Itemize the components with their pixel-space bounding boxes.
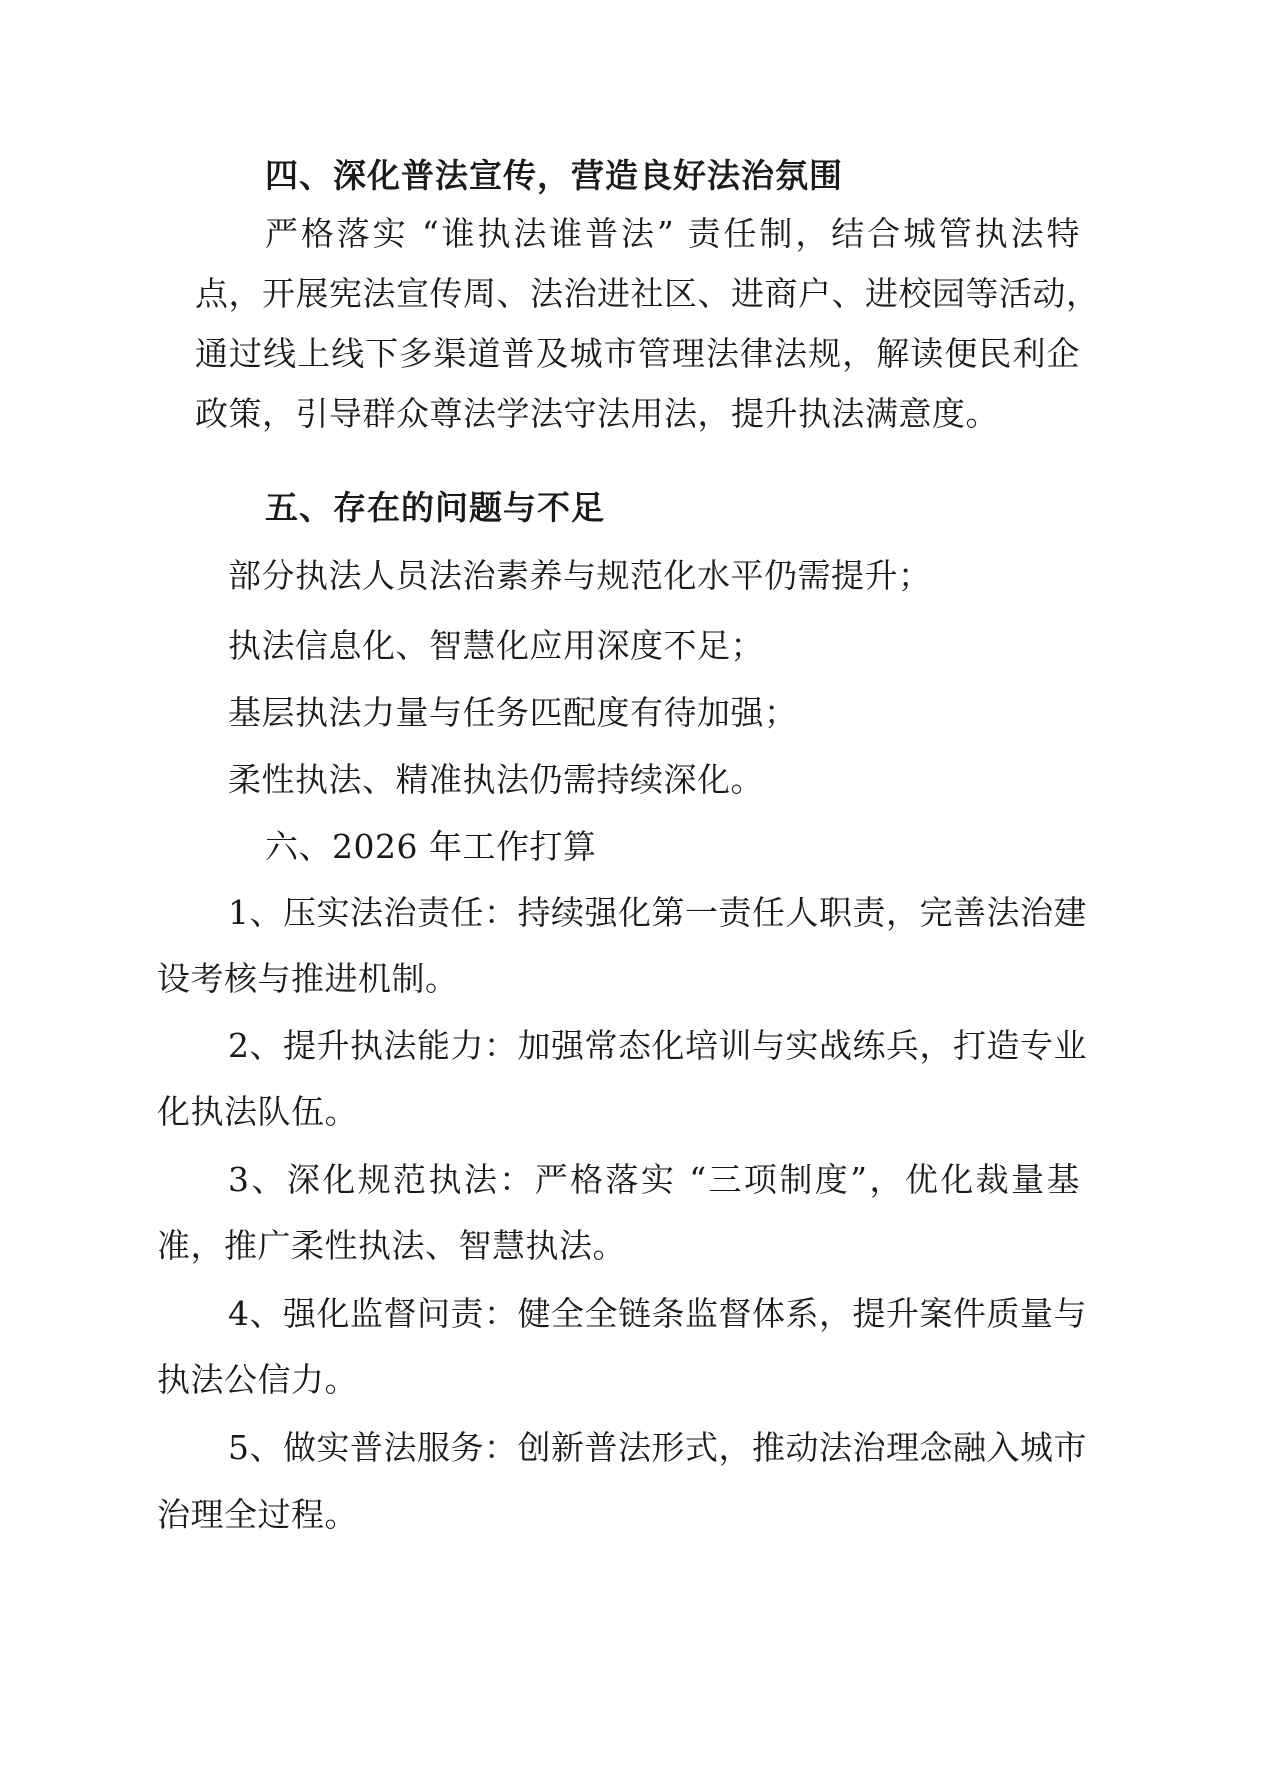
paragraph-line: 点，开展宪法宣传周、法治进社区、进商户、进校园等活动，: [195, 274, 1100, 313]
section-heading-5: 五、存在的问题与不足: [265, 488, 605, 527]
issue-item: 基层执法力量与任务匹配度有待加强；: [228, 693, 798, 732]
section-heading-4: 四、深化普法宣传，营造良好法治氛围: [265, 156, 843, 195]
paragraph-line: 通过线上线下多渠道普及城市管理法律法规，解读便民利企: [195, 334, 1080, 373]
plan-item-line1: 1、压实法治责任：持续强化第一责任人职责，完善法治建: [228, 893, 1087, 932]
issue-item: 柔性执法、精准执法仍需持续深化。: [228, 760, 764, 799]
plan-item-line1: 2、提升执法能力：加强常态化培训与实战练兵，打造专业: [228, 1026, 1087, 1065]
paragraph-line: 政策，引导群众尊法学法守法用法，提升执法满意度。: [195, 394, 999, 433]
issue-item: 执法信息化、智慧化应用深度不足；: [228, 626, 764, 665]
paragraph-line: 严格落实 “谁执法谁普法” 责任制，结合城管执法特: [265, 214, 1080, 253]
plan-item-line2: 执法公信力。: [157, 1360, 358, 1399]
plan-item-line2: 准，推广柔性执法、智慧执法。: [157, 1226, 626, 1265]
plan-item-line1: 5、做实普法服务：创新普法形式，推动法治理念融入城市: [228, 1428, 1087, 1467]
plan-item-line2: 治理全过程。: [157, 1495, 358, 1534]
issue-item: 部分执法人员法治素养与规范化水平仍需提升；: [228, 556, 932, 595]
section-heading-6: 六、2026 年工作打算: [265, 827, 597, 866]
plan-item-line1: 4、强化监督问责：健全全链条监督体系，提升案件质量与: [228, 1294, 1087, 1333]
plan-item-line2: 化执法队伍。: [157, 1092, 358, 1131]
plan-item-line2: 设考核与推进机制。: [157, 959, 459, 998]
plan-item-line1: 3、深化规范执法：严格落实 “三项制度”，优化裁量基: [228, 1160, 1080, 1199]
